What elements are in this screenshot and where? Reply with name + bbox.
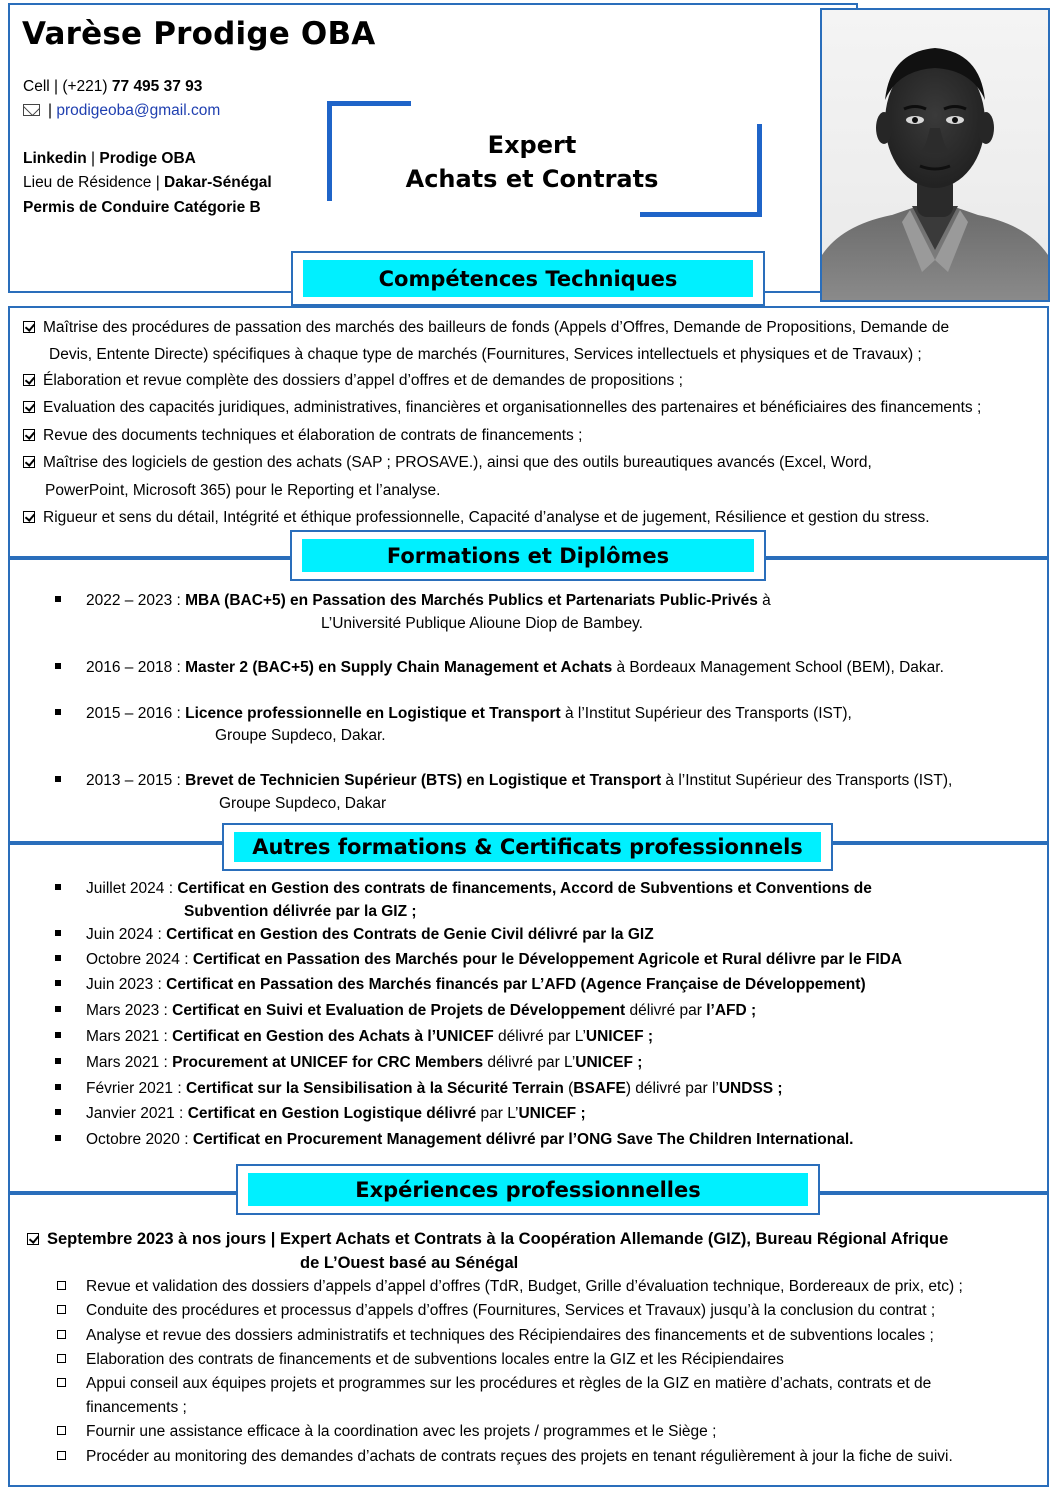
profile-photo — [820, 8, 1050, 302]
certificats-title: Autres formations & Certificats professionnels — [234, 832, 821, 862]
certificate-title: Certificat en Gestion des Achats à l’UNICEF — [172, 1028, 494, 1045]
competence-item-cont — [49, 345, 922, 365]
formation-item — [55, 591, 771, 611]
certificate-item-cont — [184, 902, 417, 922]
certificate-date: Octobre 2024 : — [86, 951, 193, 968]
certificate-title: Certificat en Procurement Management délivré par l’ONG Save The Children International. — [192, 1131, 854, 1148]
task-item — [57, 1350, 784, 1370]
bracket-bottom-right-h — [640, 212, 762, 217]
job-title — [340, 128, 724, 196]
competence-text: Maîtrise des procédures de passation des marchés des bailleurs de fonds (Appels d’Offres, Demande de Propositions, Demande de — [43, 319, 950, 336]
task-item — [57, 1447, 953, 1467]
formation-item-cont — [321, 614, 643, 634]
bullet-icon — [55, 776, 61, 782]
competence-item — [23, 426, 582, 446]
checkbox-icon — [23, 456, 35, 468]
formation-date: 2015 – 2016 : — [86, 705, 186, 722]
bullet-icon — [55, 955, 61, 961]
formation-title: Brevet de Technicien Supérieur (BTS) en Logistique et Transport — [185, 772, 662, 789]
job-title-line2: Achats et Contrats — [405, 165, 659, 193]
certificate-item — [55, 1104, 586, 1124]
formation-school: Groupe Supdeco, Dakar. — [215, 727, 386, 744]
formation-title: MBA (BAC+5) en Passation des Marchés Publics et Partenariats Public-Privés — [185, 592, 758, 609]
certificate-issuer: UNICEF ; — [518, 1105, 586, 1122]
formation-item-cont — [215, 726, 386, 746]
competence-item — [23, 371, 683, 391]
bullet-icon — [55, 663, 61, 669]
certificate-title: Certificat en Passation des Marchés financés par L’AFD (Agence Française de Développement) — [166, 976, 866, 993]
formation-title: Master 2 (BAC+5) en Supply Chain Management et Achats — [185, 659, 613, 676]
certificate-item — [55, 1079, 783, 1099]
certificate-item — [55, 925, 654, 945]
certificate-item — [55, 1130, 853, 1150]
residence-value: Dakar-Sénégal — [164, 174, 272, 191]
certificate-item — [55, 1027, 653, 1047]
task-item — [57, 1277, 963, 1297]
bullet-icon — [55, 1109, 61, 1115]
competences-title: Compétences Techniques — [303, 260, 753, 297]
formation-item-cont — [219, 794, 386, 814]
experience-title-cont — [300, 1253, 518, 1273]
certificate-date: Juin 2023 : — [86, 976, 167, 993]
certificate-paren: ( — [563, 1080, 574, 1097]
competence-item-cont — [45, 481, 440, 501]
bullet-icon — [55, 709, 61, 715]
residence-line — [23, 173, 272, 193]
bullet-icon — [55, 1084, 61, 1090]
task-text: Procéder au monitoring des demandes d’achats de contrats reçues des projets en tenant régulièrement à jour la fiche de suivi. — [86, 1448, 953, 1465]
formations-title: Formations et Diplômes — [302, 539, 754, 572]
linkedin-label: Linkedin — [23, 150, 87, 167]
task-text: Elaboration des contrats de financements et de subventions locales entre la GIZ et les Récipiendaires — [86, 1351, 784, 1368]
driving-license-text: Permis de Conduire Catégorie B — [23, 199, 261, 216]
mail-icon — [23, 104, 40, 116]
bullet-icon — [55, 930, 61, 936]
formation-item — [55, 658, 944, 678]
email-line — [23, 101, 220, 121]
checkbox-icon — [23, 321, 35, 333]
email-separator: | — [48, 102, 57, 119]
competence-item — [23, 398, 981, 418]
task-text: Revue et validation des dossiers d’appels d’appel d’offres (TdR, Budget, Grille d’évaluation technique, Bordereaux de prix, etc) ; — [86, 1278, 963, 1295]
task-text: Fournir une assistance efficace à la coordination avec les projets / programmes et le Siège ; — [86, 1423, 717, 1440]
formation-date: 2016 – 2018 : — [86, 659, 186, 676]
task-text: Analyse et revue des dossiers administratifs et techniques des Récipiendaires des financements et de subventions locales ; — [86, 1327, 934, 1344]
formation-school: à l’Institut Supérieur des Transports (IST), — [560, 705, 852, 722]
bullet-icon — [55, 1032, 61, 1038]
competence-item — [23, 453, 872, 473]
bracket-bottom-right-v — [757, 124, 762, 217]
checkbox-icon — [23, 511, 35, 523]
certificate-title: Certificat en Gestion des contrats de financements, Accord de Subventions et Conventions de — [177, 880, 872, 897]
bracket-top-left-h — [327, 101, 411, 106]
formation-school: à l’Institut Supérieur des Transports (IST), — [661, 772, 953, 789]
bullet-icon — [55, 1058, 61, 1064]
experience-title — [27, 1229, 948, 1249]
task-item-cont — [86, 1398, 187, 1418]
checkbox-icon — [27, 1233, 39, 1245]
experiences-header — [236, 1164, 820, 1215]
task-text: Conduite des procédures et processus d’appels d’offres (Fournitures, Services et Travaux) jusqu’à la conclusion du contrat ; — [86, 1302, 936, 1319]
certificate-title: Certificat en Passation des Marchés pour le Développement Agricole et Rural délivre par le FIDA — [192, 951, 903, 968]
certificate-date: Juin 2024 : — [86, 926, 167, 943]
competence-item — [23, 318, 949, 338]
certificate-title: Certificat en Gestion des Contrats de Genie Civil délivré par la GIZ — [166, 926, 654, 943]
checkbox-icon — [23, 429, 35, 441]
square-bullet-icon — [57, 1281, 66, 1290]
competence-text: Rigueur et sens du détail, Intégrité et éthique professionnelle, Capacité d’analyse et de jugement, Résilience et gestion du stress. — [43, 509, 930, 526]
driving-license — [23, 198, 261, 218]
job-title-line1: Expert — [487, 131, 577, 159]
square-bullet-icon — [57, 1354, 66, 1363]
formation-school: Groupe Supdeco, Dakar — [219, 795, 387, 812]
certificate-date: Octobre 2020 : — [86, 1131, 193, 1148]
square-bullet-icon — [57, 1378, 66, 1387]
certificate-issuer-label: délivré par — [625, 1002, 707, 1019]
formation-date: 2013 – 2015 : — [86, 772, 186, 789]
email-link[interactable]: prodigeoba@gmail.com — [56, 102, 221, 119]
task-item — [57, 1326, 934, 1346]
bullet-icon — [55, 1006, 61, 1012]
phone-line — [23, 77, 202, 97]
certificate-item — [55, 950, 902, 970]
bullet-icon — [55, 1135, 61, 1141]
certificate-item — [55, 975, 866, 995]
certificate-issuer: UNICEF ; — [575, 1054, 643, 1071]
certificate-issuer-label: délivré par L’ — [493, 1028, 586, 1045]
competences-header — [291, 251, 765, 306]
formation-title: Licence professionnelle en Logistique et Transport — [185, 705, 561, 722]
certificate-issuer-label: délivré par L’ — [483, 1054, 576, 1071]
competence-text: Élaboration et revue complète des dossiers d’appel d’offres et de demandes de propositions ; — [43, 372, 683, 389]
square-bullet-icon — [57, 1426, 66, 1435]
certificate-issuer: l’AFD ; — [706, 1002, 757, 1019]
phone-label: Cell | (+221) — [23, 78, 112, 95]
linkedin-profile[interactable]: Prodige OBA — [99, 150, 196, 167]
square-bullet-icon — [57, 1451, 66, 1460]
formation-school: à Bordeaux Management School (BEM), Dakar. — [612, 659, 944, 676]
phone-number[interactable]: 77 495 37 93 — [111, 78, 203, 95]
competence-text: Maîtrise des logiciels de gestion des achats (SAP ; PROSAVE.), ainsi que des outils bureautiques avancés (Excel, Word, — [43, 454, 872, 471]
certificate-item — [55, 1001, 756, 1021]
residence-label: Lieu de Résidence | — [23, 174, 165, 191]
certificate-title: Certificat en Suivi et Evaluation de Projets de Développement — [172, 1002, 626, 1019]
competence-item — [23, 508, 930, 528]
formation-school: L’Université Publique Alioune Diop de Bambey. — [321, 615, 643, 632]
certificate-code: BSAFE — [573, 1080, 626, 1097]
certificate-date: Mars 2023 : — [86, 1002, 173, 1019]
certificats-header — [222, 823, 833, 871]
certificate-item — [55, 879, 872, 899]
certificate-issuer: UNICEF ; — [585, 1028, 654, 1045]
certificate-title: Certificat en Gestion Logistique délivré — [187, 1105, 477, 1122]
square-bullet-icon — [57, 1305, 66, 1314]
candidate-name: Varèse Prodige OBA — [22, 16, 376, 52]
certificate-date: Juillet 2024 : — [86, 880, 178, 897]
formations-header — [290, 530, 766, 581]
certificate-date: Février 2021 : — [86, 1080, 186, 1097]
task-item — [57, 1422, 716, 1442]
experience-title-text: de L’Ouest basé au Sénégal — [300, 1254, 519, 1272]
certificate-item — [55, 1053, 642, 1073]
linkedin-separator: | — [86, 150, 100, 167]
competence-text: Evaluation des capacités juridiques, administratives, financières et organisationnelles des partenaires et bénéficiaires des financements ; — [43, 399, 982, 416]
task-item — [57, 1374, 931, 1394]
competence-text: Devis, Entente Directe) spécifiques à chaque type de marchés (Fournitures, Services intellectuels et physiques et de Travaux) ; — [49, 346, 922, 363]
formation-date: 2022 – 2023 : — [86, 592, 186, 609]
task-text: financements ; — [86, 1399, 187, 1416]
task-text: Appui conseil aux équipes projets et programmes sur les procédures et règles de la GIZ en matière d’achats, contrats et de — [86, 1375, 932, 1392]
certificate-date: Mars 2021 : — [86, 1028, 173, 1045]
checkbox-icon — [23, 401, 35, 413]
bullet-icon — [55, 596, 61, 602]
bracket-top-left-v — [327, 101, 332, 201]
linkedin-line — [23, 149, 196, 169]
experiences-title: Expériences professionnelles — [248, 1173, 808, 1206]
certificate-title: Subvention délivrée par la GIZ ; — [184, 903, 417, 920]
bullet-icon — [55, 980, 61, 986]
certificate-issuer-label: ) délivré par l’ — [625, 1080, 719, 1097]
task-item — [57, 1301, 935, 1321]
certificate-issuer: UNDSS ; — [718, 1080, 783, 1097]
experience-title-text: Septembre 2023 à nos jours | Expert Achats et Contrats à la Coopération Allemande (GIZ), Bureau Régional Afrique — [47, 1230, 949, 1248]
square-bullet-icon — [57, 1330, 66, 1339]
competence-text: Revue des documents techniques et élaboration de contrats de financements ; — [43, 427, 583, 444]
certificate-date: Mars 2021 : — [86, 1054, 173, 1071]
certificate-issuer-label: par L’ — [476, 1105, 519, 1122]
formation-school: à — [757, 592, 771, 609]
bullet-icon — [55, 884, 61, 890]
checkbox-icon — [23, 374, 35, 386]
formation-item — [55, 704, 852, 724]
competence-text: PowerPoint, Microsoft 365) pour le Reporting et l’analyse. — [45, 482, 441, 499]
certificate-date: Janvier 2021 : — [86, 1105, 188, 1122]
portrait-illustration — [822, 10, 1048, 300]
certificate-title: Procurement at UNICEF for CRC Members — [172, 1054, 484, 1071]
certificate-title: Certificat sur la Sensibilisation à la Sécurité Terrain — [185, 1080, 564, 1097]
formation-item — [55, 771, 952, 791]
